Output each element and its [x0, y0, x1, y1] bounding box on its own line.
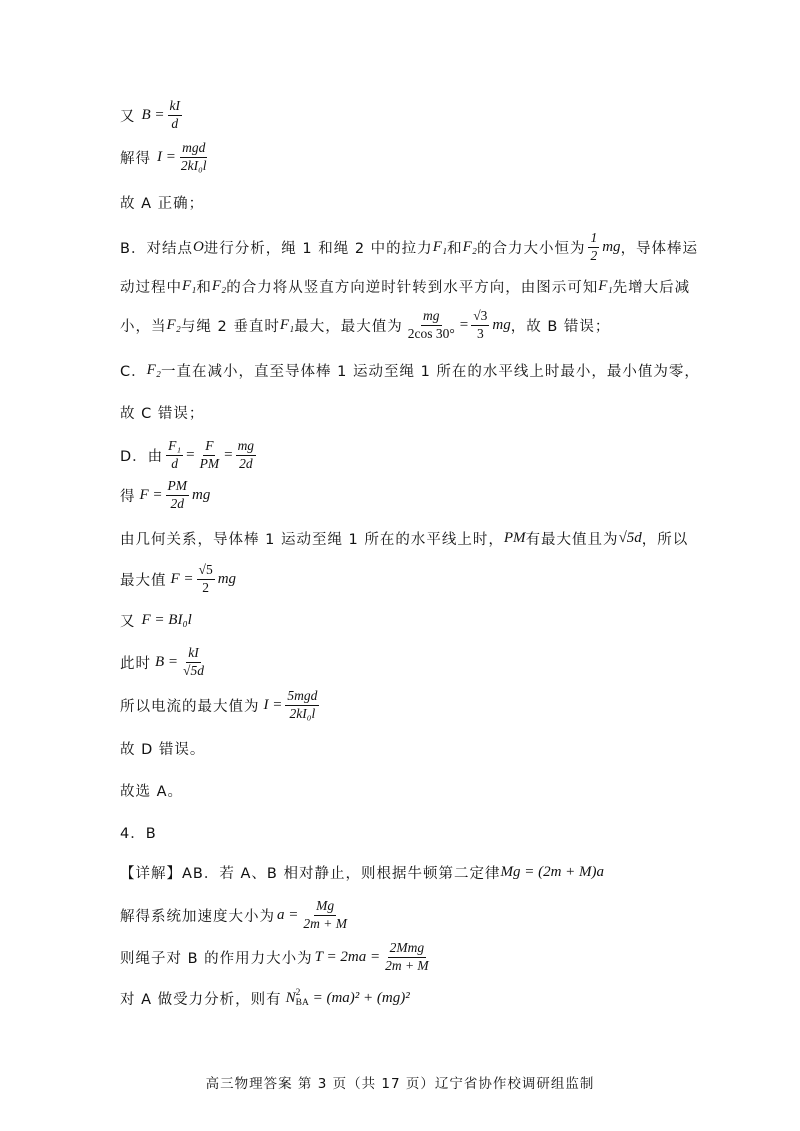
line-option-d-6 — [120, 645, 209, 680]
fraction — [471, 308, 489, 343]
symbol: F₂ — [211, 278, 227, 294]
fraction — [168, 98, 183, 133]
formula: F = BI₀l — [141, 612, 192, 628]
text: ，故 B 错误； — [510, 318, 611, 335]
text: 与绳 2 垂直时 — [180, 318, 280, 335]
text: ，导体棒运 — [620, 240, 699, 257]
fraction — [181, 645, 206, 680]
symbol: mg — [492, 316, 511, 333]
fraction-numerator: 5mgd — [285, 688, 319, 706]
symbol: F₁ — [279, 316, 295, 333]
text: 对 A 做受力分析，则有 — [120, 992, 282, 1008]
line-answer-a: 故选 A。 — [120, 784, 184, 800]
fraction-denominator: √5d — [183, 662, 204, 678]
line-option-b-2 — [120, 276, 690, 297]
fraction-numerator: PM — [166, 478, 190, 496]
fraction-denominator: 2m + M — [385, 957, 429, 973]
line-q4-detail-2 — [120, 898, 352, 933]
formula-lhs: F = — [139, 486, 163, 503]
subscript: BA — [295, 997, 309, 1008]
text: 【详解】AB．若 A、B 相对静止，则根据牛顿第二定律 — [120, 866, 501, 882]
fraction-denominator: 2 — [202, 579, 209, 595]
text: 得 — [120, 488, 136, 505]
fraction-denominator: PM — [199, 455, 220, 471]
symbol: mg — [602, 238, 621, 255]
equals-sign: = — [459, 316, 469, 333]
fraction — [588, 230, 599, 265]
fraction — [236, 438, 257, 473]
fraction-numerator: 1 — [588, 230, 599, 248]
line-option-c-1 — [120, 360, 700, 381]
line-option-c-2: 故 C 错误； — [120, 406, 205, 422]
line-option-d-1 — [120, 438, 259, 473]
line-q4-detail-3 — [120, 940, 434, 975]
formula-lhs: T = 2ma = — [314, 948, 381, 965]
formula-lhs: B = — [141, 106, 165, 123]
fraction — [179, 140, 209, 175]
fraction — [198, 438, 222, 473]
fraction — [285, 688, 319, 723]
text: 解得系统加速度大小为 — [120, 908, 275, 925]
symbol: O — [192, 238, 204, 255]
fraction-denominator: d — [171, 455, 179, 471]
symbol: F₁ — [432, 238, 448, 255]
line-d-wrong: 故 D 错误。 — [120, 742, 206, 758]
text: 又 — [120, 108, 136, 125]
formula — [286, 989, 410, 1008]
fraction — [166, 478, 190, 513]
fraction-numerator: √5 — [197, 562, 215, 580]
symbol: mg — [192, 486, 211, 503]
formula-lhs: F = — [170, 570, 194, 587]
question-4-answer: 4．B — [120, 826, 157, 842]
text: ，所以 — [641, 532, 689, 548]
formula-lhs: I = — [157, 148, 176, 165]
line-option-b-1 — [120, 230, 698, 265]
text: B．对结点 — [120, 240, 193, 257]
fraction-denominator: 3 — [476, 325, 484, 341]
line-option-d-2 — [120, 478, 210, 513]
fraction — [383, 940, 431, 975]
line-b-definition — [120, 98, 185, 133]
text: 最大，最大值为 — [294, 318, 403, 335]
symbol: F₁ — [598, 278, 613, 294]
line-q4-detail-1 — [120, 862, 604, 883]
fraction — [197, 562, 215, 597]
fraction-denominator: 2kI₀l — [289, 705, 316, 721]
text: C． — [120, 364, 147, 380]
text: 则绳子对 B 的作用力大小为 — [120, 950, 313, 967]
fraction-numerator: √3 — [471, 308, 489, 326]
formula-lhs: I = — [263, 696, 283, 713]
fraction-numerator: mg — [236, 438, 257, 456]
symbol: mg — [217, 570, 237, 587]
fraction-numerator: kI — [168, 98, 183, 116]
fraction-numerator: mgd — [180, 140, 207, 158]
text: 解得 — [120, 150, 151, 167]
fraction-numerator: mg — [421, 308, 442, 326]
line-option-d-4 — [120, 562, 236, 597]
fraction-numerator: Mg — [314, 898, 336, 916]
line-option-d-3 — [120, 528, 688, 549]
text: 和 — [196, 280, 212, 296]
text: 进行分析，绳 1 和绳 2 中的拉力 — [203, 240, 433, 257]
fraction — [301, 898, 349, 933]
text: 此时 — [120, 655, 151, 672]
line-option-b-3 — [120, 308, 610, 343]
fraction-numerator: 2Mmg — [388, 940, 427, 958]
text: 小，当 — [120, 318, 167, 335]
formula-lhs: a = — [277, 906, 299, 923]
fraction-denominator: 2m + M — [303, 915, 347, 931]
symbol: F₂ — [462, 238, 477, 255]
text: 动过程中 — [120, 280, 182, 296]
fraction-denominator: 2cos 30° — [407, 325, 455, 341]
text: 最大值 — [120, 572, 167, 589]
fraction-numerator: kI — [186, 645, 201, 663]
fraction-denominator: d — [171, 115, 179, 131]
symbol: F₂ — [166, 316, 181, 333]
text: 先增大后减 — [612, 280, 691, 296]
symbol: F₁ — [182, 278, 197, 294]
text: 的合力将从竖直方向逆时针转到水平方向，由图示可知 — [226, 280, 599, 296]
text: 有最大值且为 — [525, 532, 619, 548]
page-footer: 高三物理答案 第 3 页（共 17 页）辽宁省协作校调研组监制 — [205, 1076, 595, 1092]
text: 的合力大小恒为 — [476, 240, 586, 257]
symbol: F₂ — [146, 362, 162, 378]
fraction — [406, 308, 457, 343]
line-option-d-7 — [120, 688, 322, 723]
fraction-denominator: 2d — [239, 455, 253, 471]
text: D．由 — [120, 448, 164, 465]
equals-sign: = — [186, 446, 195, 463]
formula: Mg = (2m + M)a — [500, 864, 605, 880]
fraction-numerator: F — [203, 438, 215, 456]
fraction-denominator: 2kI₀l — [180, 157, 207, 173]
symbol: PM — [503, 530, 526, 546]
superscript: 2 — [295, 988, 301, 998]
text: 由几何关系，导体棒 1 运动至绳 1 所在的水平线上时， — [120, 532, 504, 548]
text: 和 — [447, 240, 463, 257]
line-a-correct: 故 A 正确； — [120, 196, 205, 212]
symbol: N — [285, 989, 296, 1006]
fraction-denominator: 2d — [170, 495, 185, 511]
fraction-denominator: 2 — [590, 247, 598, 263]
fraction-numerator: F₁ — [166, 438, 183, 456]
line-option-d-5 — [120, 610, 192, 631]
fraction — [166, 438, 183, 473]
symbol: √5d — [618, 530, 642, 546]
text: 一直在减小，直至导体棒 1 运动至绳 1 所在的水平线上时最小，最小值为零， — [161, 364, 700, 380]
formula-rest: = (ma)² + (mg)² — [308, 989, 410, 1006]
equals-sign: = — [224, 446, 233, 463]
formula-lhs: B = — [155, 653, 179, 670]
text: 所以电流的最大值为 — [120, 698, 260, 715]
line-q4-detail-4 — [120, 988, 410, 1009]
line-solve-current — [120, 140, 212, 175]
text: 又 — [120, 614, 136, 630]
